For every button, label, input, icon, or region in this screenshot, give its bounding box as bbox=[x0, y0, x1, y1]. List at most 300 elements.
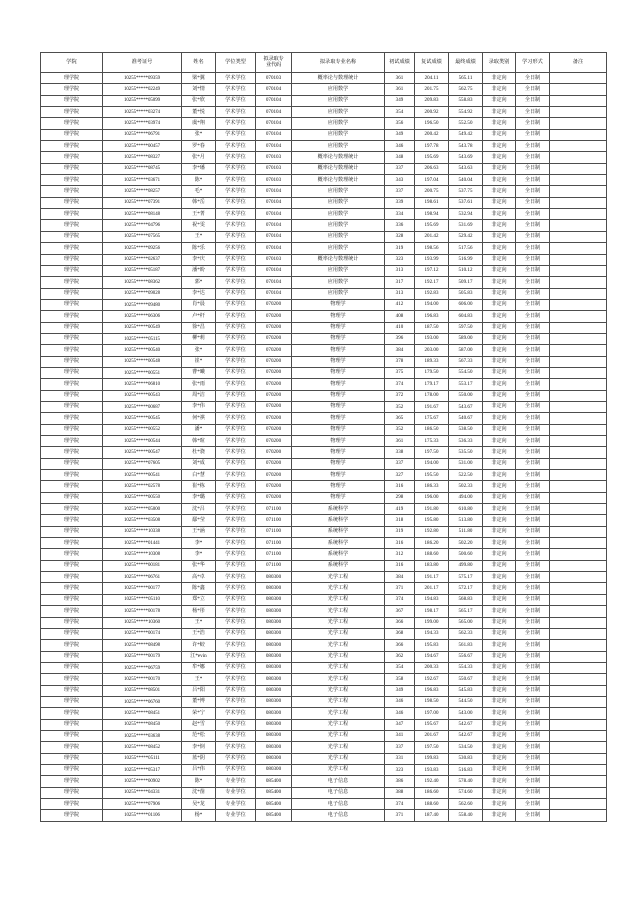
cell-major_name: 光学工程 bbox=[292, 685, 385, 696]
cell-category: 非定向 bbox=[483, 787, 516, 798]
cell-college: 理学院 bbox=[41, 401, 103, 412]
cell-category: 非定向 bbox=[483, 390, 516, 401]
cell-name: 许*蛟 bbox=[182, 640, 216, 651]
cell-initial: 317 bbox=[385, 277, 415, 288]
cell-initial: 313 bbox=[385, 288, 415, 299]
cell-retest: 192.40 bbox=[415, 776, 449, 787]
cell-final: 578.40 bbox=[449, 776, 483, 787]
cell-degree_type: 学术学位 bbox=[216, 481, 256, 492]
cell-final: 567.33 bbox=[449, 356, 483, 367]
table-row bbox=[41, 560, 607, 571]
cell-major_name: 概率论与数理统计 bbox=[292, 254, 385, 265]
cell-degree_type: 学术学位 bbox=[216, 220, 256, 231]
cell-college: 理学院 bbox=[41, 504, 103, 515]
cell-exam_no: 10255*****09256 bbox=[103, 243, 182, 254]
cell-college: 理学院 bbox=[41, 243, 103, 254]
cell-exam_no: 10255*****03508 bbox=[103, 515, 182, 526]
cell-major_name: 应用数学 bbox=[292, 95, 385, 106]
cell-final: 516.83 bbox=[449, 764, 483, 775]
cell-exam_no: 10255*****00540 bbox=[103, 345, 182, 356]
cell-degree_type: 学术学位 bbox=[216, 163, 256, 174]
cell-final: 610.80 bbox=[449, 504, 483, 515]
cell-college: 理学院 bbox=[41, 787, 103, 798]
cell-remark bbox=[550, 424, 607, 435]
table-row bbox=[41, 617, 607, 628]
cell-final: 543.63 bbox=[449, 163, 483, 174]
cell-major_name: 应用数学 bbox=[292, 186, 385, 197]
cell-major_code: 070200 bbox=[256, 413, 292, 424]
cell-category: 非定向 bbox=[483, 288, 516, 299]
cell-exam_no: 10255*****05115 bbox=[103, 333, 182, 344]
cell-retest: 191.17 bbox=[415, 572, 449, 583]
cell-final: 543.67 bbox=[449, 401, 483, 412]
cell-study_mode: 全日制 bbox=[516, 799, 550, 810]
cell-initial: 318 bbox=[385, 515, 415, 526]
cell-college: 理学院 bbox=[41, 685, 103, 696]
cell-remark bbox=[550, 413, 607, 424]
cell-category: 非定向 bbox=[483, 447, 516, 458]
cell-study_mode: 全日制 bbox=[516, 719, 550, 730]
cell-college: 理学院 bbox=[41, 549, 103, 560]
cell-study_mode: 全日制 bbox=[516, 265, 550, 276]
cell-remark bbox=[550, 175, 607, 186]
cell-retest: 200.42 bbox=[415, 129, 449, 140]
cell-category: 非定向 bbox=[483, 628, 516, 639]
cell-name: 王* bbox=[182, 231, 216, 242]
cell-major_name: 电子信息 bbox=[292, 776, 385, 787]
cell-retest: 194.67 bbox=[415, 651, 449, 662]
table-row bbox=[41, 447, 607, 458]
cell-category: 非定向 bbox=[483, 730, 516, 741]
cell-college: 理学院 bbox=[41, 628, 103, 639]
cell-initial: 378 bbox=[385, 356, 415, 367]
cell-remark bbox=[550, 379, 607, 390]
cell-major_name: 物理学 bbox=[292, 311, 385, 322]
cell-initial: 371 bbox=[385, 583, 415, 594]
cell-initial: 368 bbox=[385, 628, 415, 639]
cell-retest: 198.50 bbox=[415, 696, 449, 707]
cell-major_name: 光学工程 bbox=[292, 583, 385, 594]
cell-category: 非定向 bbox=[483, 220, 516, 231]
cell-name: 肖*晨 bbox=[182, 299, 216, 310]
cell-major_code: 070103 bbox=[256, 254, 292, 265]
cell-category: 非定向 bbox=[483, 209, 516, 220]
cell-study_mode: 全日制 bbox=[516, 367, 550, 378]
cell-major_code: 080300 bbox=[256, 572, 292, 583]
table-row bbox=[41, 186, 607, 197]
table-row bbox=[41, 606, 607, 617]
cell-college: 理学院 bbox=[41, 719, 103, 730]
table-row bbox=[41, 549, 607, 560]
cell-final: 499.80 bbox=[449, 560, 483, 571]
cell-retest: 197.78 bbox=[415, 141, 449, 152]
cell-major_code: 080300 bbox=[256, 583, 292, 594]
cell-exam_no: 10255*****08452 bbox=[103, 742, 182, 753]
cell-final: 552.50 bbox=[449, 118, 483, 129]
cell-study_mode: 全日制 bbox=[516, 436, 550, 447]
cell-college: 理学院 bbox=[41, 118, 103, 129]
cell-name: 李*达 bbox=[182, 288, 216, 299]
cell-remark bbox=[550, 277, 607, 288]
cell-initial: 343 bbox=[385, 175, 415, 186]
table-row bbox=[41, 458, 607, 469]
cell-name: 郑*立 bbox=[182, 594, 216, 605]
cell-exam_no: 10255*****00457 bbox=[103, 141, 182, 152]
cell-name: 李*璠 bbox=[182, 163, 216, 174]
cell-major_code: 070200 bbox=[256, 311, 292, 322]
cell-category: 非定向 bbox=[483, 277, 516, 288]
table-row bbox=[41, 730, 607, 741]
table-row bbox=[41, 197, 607, 208]
cell-name: 高*卓 bbox=[182, 572, 216, 583]
cell-final: 545.83 bbox=[449, 685, 483, 696]
cell-retest: 197.04 bbox=[415, 175, 449, 186]
cell-final: 562.75 bbox=[449, 84, 483, 95]
cell-college: 理学院 bbox=[41, 107, 103, 118]
cell-retest: 191.67 bbox=[415, 401, 449, 412]
cell-category: 非定向 bbox=[483, 413, 516, 424]
cell-name: 王*菁 bbox=[182, 209, 216, 220]
cell-retest: 193.00 bbox=[415, 333, 449, 344]
cell-degree_type: 学术学位 bbox=[216, 231, 256, 242]
cell-degree_type: 学术学位 bbox=[216, 197, 256, 208]
cell-final: 502.20 bbox=[449, 538, 483, 549]
cell-remark bbox=[550, 333, 607, 344]
cell-major_code: 071100 bbox=[256, 560, 292, 571]
cell-major_code: 070103 bbox=[256, 73, 292, 84]
cell-exam_no: 10255*****06791 bbox=[103, 129, 182, 140]
cell-remark bbox=[550, 776, 607, 787]
table-row bbox=[41, 299, 607, 310]
cell-college: 理学院 bbox=[41, 572, 103, 583]
cell-major_name: 物理学 bbox=[292, 333, 385, 344]
cell-major_code: 070200 bbox=[256, 379, 292, 390]
cell-remark bbox=[550, 322, 607, 333]
cell-major_code: 070104 bbox=[256, 277, 292, 288]
table-row bbox=[41, 628, 607, 639]
cell-name: 梁*翼 bbox=[182, 73, 216, 84]
cell-major_name: 光学工程 bbox=[292, 606, 385, 617]
cell-remark bbox=[550, 73, 607, 84]
cell-exam_no: 10255*****00545 bbox=[103, 413, 182, 424]
cell-major_name: 电子信息 bbox=[292, 810, 385, 821]
cell-major_code: 071100 bbox=[256, 549, 292, 560]
cell-category: 非定向 bbox=[483, 175, 516, 186]
cell-college: 理学院 bbox=[41, 674, 103, 685]
cell-initial: 412 bbox=[385, 299, 415, 310]
cell-exam_no: 10255*****07565 bbox=[103, 231, 182, 242]
cell-initial: 361 bbox=[385, 436, 415, 447]
cell-name: 李*倒 bbox=[182, 742, 216, 753]
cell-study_mode: 全日制 bbox=[516, 356, 550, 367]
cell-study_mode: 全日制 bbox=[516, 696, 550, 707]
cell-degree_type: 学术学位 bbox=[216, 311, 256, 322]
cell-category: 非定向 bbox=[483, 129, 516, 140]
cell-category: 非定向 bbox=[483, 311, 516, 322]
cell-major_name: 物理学 bbox=[292, 470, 385, 481]
cell-initial: 349 bbox=[385, 129, 415, 140]
cell-college: 理学院 bbox=[41, 753, 103, 764]
cell-remark bbox=[550, 730, 607, 741]
cell-exam_no: 10255*****01106 bbox=[103, 810, 182, 821]
cell-initial: 352 bbox=[385, 401, 415, 412]
cell-degree_type: 学术学位 bbox=[216, 277, 256, 288]
cell-major_name: 电子信息 bbox=[292, 799, 385, 810]
cell-degree_type: 学术学位 bbox=[216, 436, 256, 447]
cell-college: 理学院 bbox=[41, 73, 103, 84]
cell-degree_type: 学术学位 bbox=[216, 84, 256, 95]
cell-final: 543.69 bbox=[449, 152, 483, 163]
cell-final: 513.80 bbox=[449, 515, 483, 526]
table-row bbox=[41, 594, 607, 605]
cell-degree_type: 学术学位 bbox=[216, 390, 256, 401]
cell-name: 李* bbox=[182, 549, 216, 560]
cell-remark bbox=[550, 152, 607, 163]
cell-major_name: 系统科学 bbox=[292, 515, 385, 526]
cell-remark bbox=[550, 436, 607, 447]
cell-remark bbox=[550, 742, 607, 753]
cell-retest: 199.83 bbox=[415, 753, 449, 764]
cell-remark bbox=[550, 810, 607, 821]
cell-retest: 192.67 bbox=[415, 674, 449, 685]
cell-exam_no: 10255*****09028 bbox=[103, 288, 182, 299]
column-header-final: 最终成绩 bbox=[449, 53, 483, 73]
cell-major_code: 070200 bbox=[256, 458, 292, 469]
cell-college: 理学院 bbox=[41, 367, 103, 378]
cell-remark bbox=[550, 84, 607, 95]
cell-retest: 179.17 bbox=[415, 379, 449, 390]
cell-retest: 201.42 bbox=[415, 231, 449, 242]
cell-category: 非定向 bbox=[483, 243, 516, 254]
table-row bbox=[41, 696, 607, 707]
cell-retest: 201.67 bbox=[415, 730, 449, 741]
cell-college: 理学院 bbox=[41, 129, 103, 140]
cell-remark bbox=[550, 197, 607, 208]
cell-major_code: 080300 bbox=[256, 606, 292, 617]
table-row bbox=[41, 572, 607, 583]
cell-initial: 316 bbox=[385, 538, 415, 549]
table-row bbox=[41, 583, 607, 594]
cell-category: 非定向 bbox=[483, 84, 516, 95]
cell-retest: 187.40 bbox=[415, 810, 449, 821]
cell-college: 理学院 bbox=[41, 152, 103, 163]
cell-name: 卢*杆 bbox=[182, 311, 216, 322]
cell-exam_no: 10255*****08327 bbox=[103, 152, 182, 163]
cell-study_mode: 全日制 bbox=[516, 379, 550, 390]
cell-final: 565.00 bbox=[449, 617, 483, 628]
cell-remark bbox=[550, 549, 607, 560]
cell-college: 理学院 bbox=[41, 277, 103, 288]
cell-name: 范*松 bbox=[182, 730, 216, 741]
cell-name: 陈*乐 bbox=[182, 243, 216, 254]
cell-study_mode: 全日制 bbox=[516, 492, 550, 503]
cell-remark bbox=[550, 231, 607, 242]
cell-degree_type: 学术学位 bbox=[216, 447, 256, 458]
table-row bbox=[41, 753, 607, 764]
table-row bbox=[41, 526, 607, 537]
cell-college: 理学院 bbox=[41, 764, 103, 775]
cell-remark bbox=[550, 526, 607, 537]
cell-category: 非定向 bbox=[483, 515, 516, 526]
cell-remark bbox=[550, 356, 607, 367]
cell-final: 604.83 bbox=[449, 311, 483, 322]
cell-remark bbox=[550, 753, 607, 764]
cell-retest: 178.00 bbox=[415, 390, 449, 401]
cell-initial: 316 bbox=[385, 560, 415, 571]
cell-college: 理学院 bbox=[41, 742, 103, 753]
cell-degree_type: 学术学位 bbox=[216, 322, 256, 333]
cell-degree_type: 学术学位 bbox=[216, 583, 256, 594]
cell-final: 550.00 bbox=[449, 390, 483, 401]
cell-initial: 371 bbox=[385, 810, 415, 821]
cell-final: 505.83 bbox=[449, 288, 483, 299]
cell-degree_type: 学术学位 bbox=[216, 254, 256, 265]
cell-name: 崔* bbox=[182, 356, 216, 367]
cell-remark bbox=[550, 594, 607, 605]
cell-study_mode: 全日制 bbox=[516, 810, 550, 821]
cell-initial: 386 bbox=[385, 776, 415, 787]
cell-major_code: 085400 bbox=[256, 799, 292, 810]
cell-remark bbox=[550, 617, 607, 628]
table-body bbox=[41, 73, 607, 822]
cell-degree_type: 学术学位 bbox=[216, 640, 256, 651]
cell-remark bbox=[550, 243, 607, 254]
cell-retest: 193.83 bbox=[415, 764, 449, 775]
cell-category: 非定向 bbox=[483, 708, 516, 719]
cell-exam_no: 10255*****08451 bbox=[103, 708, 182, 719]
cell-degree_type: 学术学位 bbox=[216, 651, 256, 662]
cell-degree_type: 学术学位 bbox=[216, 753, 256, 764]
cell-remark bbox=[550, 118, 607, 129]
cell-degree_type: 专业学位 bbox=[216, 810, 256, 821]
cell-initial: 337 bbox=[385, 186, 415, 197]
cell-initial: 396 bbox=[385, 333, 415, 344]
cell-retest: 204.11 bbox=[415, 73, 449, 84]
cell-degree_type: 学术学位 bbox=[216, 141, 256, 152]
cell-degree_type: 专业学位 bbox=[216, 787, 256, 798]
cell-major_name: 电子信息 bbox=[292, 787, 385, 798]
cell-retest: 195.69 bbox=[415, 220, 449, 231]
cell-major_name: 应用数学 bbox=[292, 265, 385, 276]
cell-major_code: 070104 bbox=[256, 95, 292, 106]
cell-exam_no: 10255*****05111 bbox=[103, 753, 182, 764]
cell-final: 572.17 bbox=[449, 583, 483, 594]
cell-remark bbox=[550, 265, 607, 276]
cell-major_name: 概率论与数理统计 bbox=[292, 73, 385, 84]
cell-category: 非定向 bbox=[483, 401, 516, 412]
cell-study_mode: 全日制 bbox=[516, 107, 550, 118]
cell-study_mode: 全日制 bbox=[516, 730, 550, 741]
cell-remark bbox=[550, 696, 607, 707]
table-row bbox=[41, 401, 607, 412]
cell-final: 535.50 bbox=[449, 447, 483, 458]
cell-exam_no: 10255*****05000 bbox=[103, 504, 182, 515]
cell-college: 理学院 bbox=[41, 436, 103, 447]
cell-exam_no: 10255*****00902 bbox=[103, 776, 182, 787]
cell-major_name: 系统科学 bbox=[292, 504, 385, 515]
cell-major_name: 系统科学 bbox=[292, 549, 385, 560]
cell-degree_type: 学术学位 bbox=[216, 708, 256, 719]
cell-major_name: 物理学 bbox=[292, 345, 385, 356]
cell-final: 509.17 bbox=[449, 277, 483, 288]
cell-retest: 198.17 bbox=[415, 606, 449, 617]
cell-name: 韩*暄 bbox=[182, 436, 216, 447]
cell-study_mode: 全日制 bbox=[516, 197, 550, 208]
cell-initial: 327 bbox=[385, 470, 415, 481]
cell-degree_type: 学术学位 bbox=[216, 549, 256, 560]
cell-category: 非定向 bbox=[483, 640, 516, 651]
cell-major_name: 物理学 bbox=[292, 367, 385, 378]
cell-exam_no: 10255*****04331 bbox=[103, 787, 182, 798]
cell-study_mode: 全日制 bbox=[516, 504, 550, 515]
table-row bbox=[41, 470, 607, 481]
cell-remark bbox=[550, 299, 607, 310]
cell-final: 538.50 bbox=[449, 424, 483, 435]
cell-major_code: 070200 bbox=[256, 492, 292, 503]
cell-name: 杨*彤 bbox=[182, 606, 216, 617]
cell-category: 非定向 bbox=[483, 481, 516, 492]
cell-category: 非定向 bbox=[483, 152, 516, 163]
cell-exam_no: 10255*****02578 bbox=[103, 481, 182, 492]
cell-category: 非定向 bbox=[483, 197, 516, 208]
cell-study_mode: 全日制 bbox=[516, 787, 550, 798]
cell-degree_type: 学术学位 bbox=[216, 696, 256, 707]
cell-final: 554.92 bbox=[449, 107, 483, 118]
cell-study_mode: 全日制 bbox=[516, 708, 550, 719]
cell-study_mode: 全日制 bbox=[516, 685, 550, 696]
cell-exam_no: 10255*****08148 bbox=[103, 209, 182, 220]
cell-major_code: 070200 bbox=[256, 345, 292, 356]
cell-major_code: 080300 bbox=[256, 708, 292, 719]
cell-retest: 201.17 bbox=[415, 583, 449, 594]
cell-remark bbox=[550, 799, 607, 810]
cell-retest: 206.63 bbox=[415, 163, 449, 174]
cell-major_name: 物理学 bbox=[292, 299, 385, 310]
table-row bbox=[41, 220, 607, 231]
cell-college: 理学院 bbox=[41, 265, 103, 276]
cell-exam_no: 10255*****06761 bbox=[103, 572, 182, 583]
cell-exam_no: 10255*****08498 bbox=[103, 640, 182, 651]
cell-name: 罗*春 bbox=[182, 141, 216, 152]
cell-major_code: 080300 bbox=[256, 640, 292, 651]
cell-retest: 186.50 bbox=[415, 424, 449, 435]
cell-exam_no: 10255*****00177 bbox=[103, 583, 182, 594]
table-row bbox=[41, 367, 607, 378]
cell-degree_type: 学术学位 bbox=[216, 209, 256, 220]
cell-name: 徐*昌 bbox=[182, 322, 216, 333]
cell-category: 非定向 bbox=[483, 776, 516, 787]
cell-study_mode: 全日制 bbox=[516, 141, 550, 152]
cell-study_mode: 全日制 bbox=[516, 594, 550, 605]
cell-final: 517.56 bbox=[449, 243, 483, 254]
cell-final: 530.83 bbox=[449, 753, 483, 764]
cell-initial: 384 bbox=[385, 572, 415, 583]
cell-final: 531.00 bbox=[449, 458, 483, 469]
table-row bbox=[41, 231, 607, 242]
table-row bbox=[41, 277, 607, 288]
cell-retest: 186.60 bbox=[415, 787, 449, 798]
cell-major_code: 070200 bbox=[256, 401, 292, 412]
cell-initial: 388 bbox=[385, 787, 415, 798]
cell-exam_no: 10255*****08501 bbox=[103, 685, 182, 696]
cell-degree_type: 专业学位 bbox=[216, 776, 256, 787]
cell-category: 非定向 bbox=[483, 231, 516, 242]
cell-final: 568.83 bbox=[449, 594, 483, 605]
cell-study_mode: 全日制 bbox=[516, 220, 550, 231]
cell-initial: 408 bbox=[385, 311, 415, 322]
cell-exam_no: 10255*****00551 bbox=[103, 367, 182, 378]
cell-exam_no: 10255*****00550 bbox=[103, 492, 182, 503]
